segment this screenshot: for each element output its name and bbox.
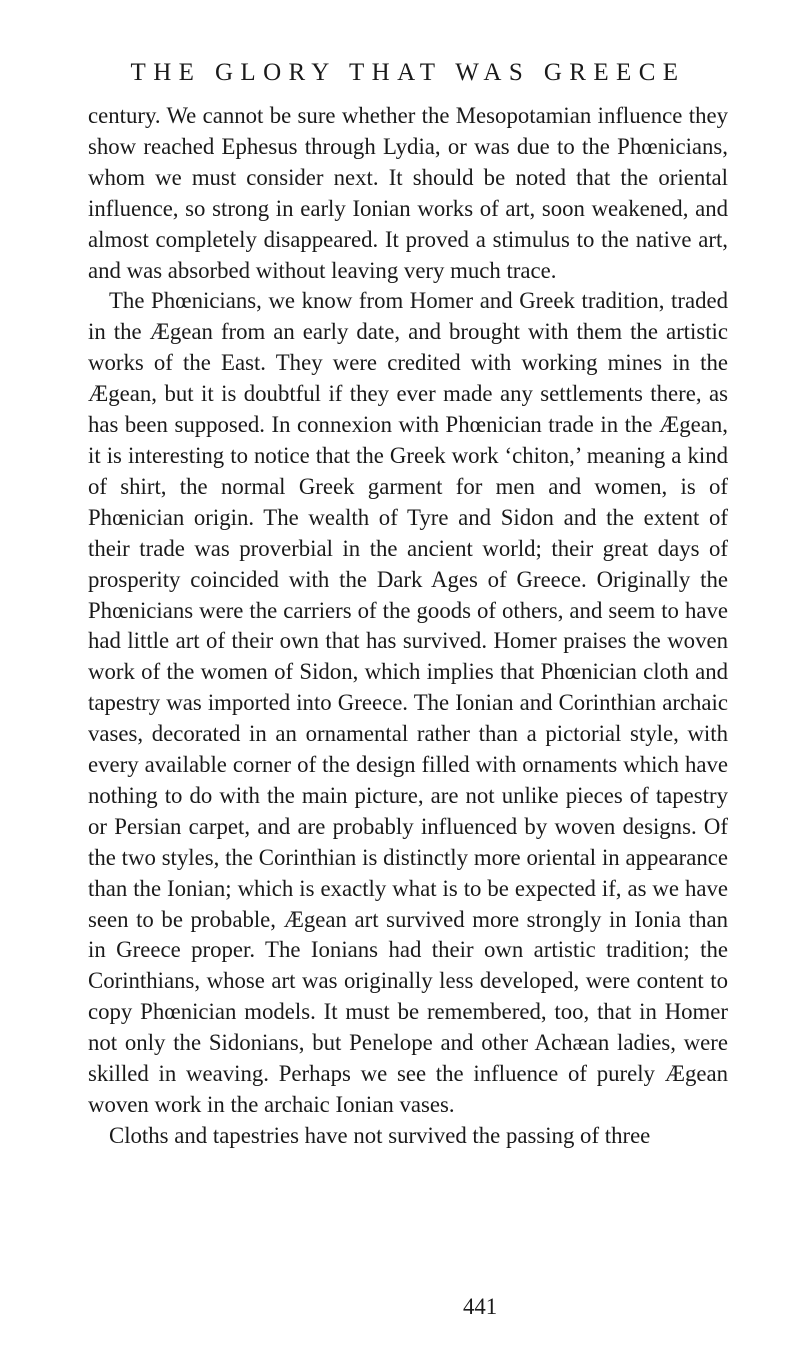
running-head-title: THE GLORY THAT WAS GREECE [130, 59, 686, 86]
book-page [88, 56, 728, 1152]
paragraph-3: Cloths and tapestries have not survived the passing of three [109, 1122, 651, 1148]
paragraph-2: The Phœnicians, we know from Homer and Greek tradition, traded in the Ægean from an early date, and brought with them the artistic works of the East. They were credited with working mines in the Ægean, but it is doubtful if they ever made any settlements there, as has been supposed. In connexion with Phœnician trade in the Ægean, it is interesting to notice that the Greek work ‘chiton,’ meaning a kind of shirt, the normal Greek garment for men and women, is of Phœnician origin. The wealth of Tyre and Sidon and the extent of their trade was proverbial in the ancient world; their great days of prosperity coincided with the Dark Ages of Greece. Originally the Phœnicians were the carriers of the goods of others, and seem to have had little art of their own that has survived. Homer praises the woven work of the women of Sidon, which implies that Phœnician cloth and tapestry was imported into Greece. The Ionian and Corinthian archaic vases, decorated in an ornamental rather than a pictorial style, with every available corner of the design filled with ornaments which have nothing to do with the main picture, are not unlike pieces of tapestry or Persian carpet, and are probably influenced by woven designs. Of the two styles, the Corinthian is distinctly more oriental in appearance than the Ionian; which is exactly what is to be expected if, as we have seen to be probable, Ægean art survived more strongly in Ionia than in Greece proper. The Ionians had their own artistic tradition; the Corinthians, whose art was originally less developed, were content to copy Phœnician models. It must be remembered, too, that in Homer not only the Sidonians, but Penelope and other Achæan ladies, were skilled in weaving. Perhaps we see the influence of purely Ægean woven work in the archaic Ionian vases. [88, 288, 728, 1117]
paragraph-1: century. We cannot be sure whether the Mesopotamian influence they show reached Ephesus through Lydia, or was due to the Phœnicians, whom we must consider next. It should be noted that the oriental influence, so strong in early Ionian works of art, soon weakened, and almost completely disappeared. It proved a stimulus to the native art, and was absorbed without leaving very much trace. [88, 103, 728, 283]
body-text [88, 101, 728, 1152]
page-number: 441 [463, 1294, 498, 1319]
